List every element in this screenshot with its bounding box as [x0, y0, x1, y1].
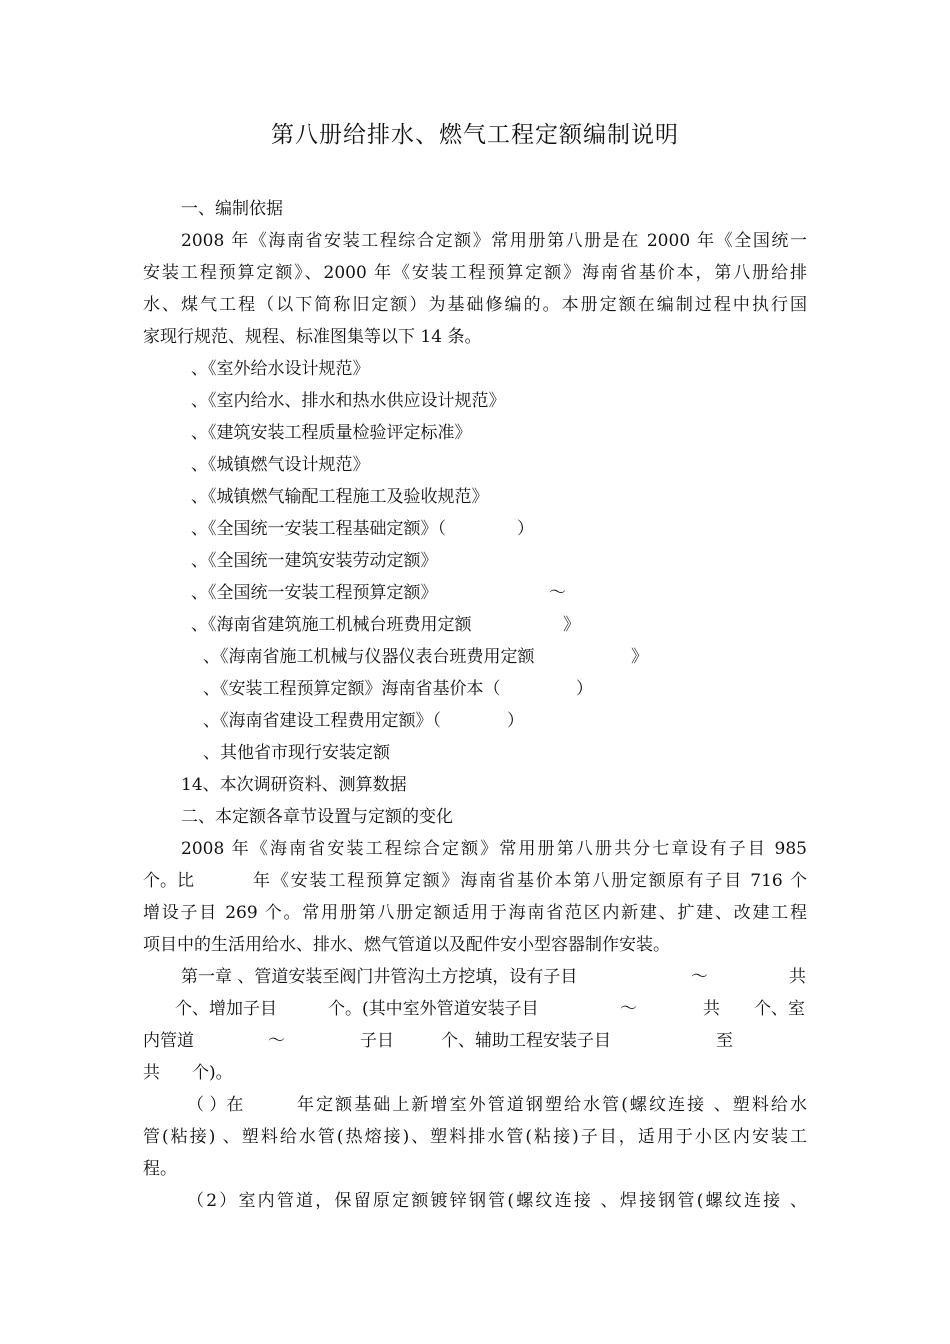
- section-heading-basis: 一、编制依据: [181, 199, 283, 219]
- reference-item: 、《安装工程预算定额》海南省基价本（: [203, 679, 501, 699]
- reference-item: 、《城镇燃气设计规范》: [191, 455, 370, 475]
- reference-item: 、《海南省建筑施工机械台班费用定额: [191, 615, 472, 635]
- reference-item: 、其他省市现行安装定额: [203, 743, 390, 763]
- reference-item-suffix: ）: [576, 679, 593, 699]
- reference-item: 、《全国统一安装工程基础定额》（: [191, 519, 446, 539]
- reference-item-suffix: ～: [549, 583, 566, 603]
- paragraph-line: 2008 年《海南省安装工程综合定额》常用册第八册是在 2000 年《全国统一: [181, 231, 807, 251]
- chapter-segment: 个、辅助工程安装子目: [441, 1031, 611, 1051]
- paragraph-line: 水、煤气工程（以下简称旧定额）为基础修编的。本册定额在编制过程中执行国: [143, 295, 807, 315]
- chapter-segment: 个、增加子目: [175, 999, 277, 1019]
- chapter-segment: 第一章 、管道安装至阀门井管沟土方挖填，设有子目: [181, 967, 578, 987]
- paragraph-line: 2008 年《海南省安装工程综合定额》常用册第八册共分七章设有子目 985: [181, 839, 807, 859]
- paragraph-line: 家现行规范、规程、标准图集等以下 14 条。: [143, 327, 482, 347]
- chapter-segment: 共: [703, 999, 720, 1019]
- reference-item: 、《室内给水、排水和热水供应设计规范》: [191, 391, 506, 411]
- chapter-segment: 子日: [360, 1031, 394, 1051]
- chapter-segment: 共: [789, 967, 806, 987]
- chapter-segment: 个、室: [754, 999, 805, 1019]
- chapter-segment: 内管道: [143, 1031, 194, 1051]
- paragraph-segment: 年《安装工程预算定额》海南省基价本第八册定额原有子目 716 个: [253, 871, 807, 891]
- reference-item: 、《城镇燃气输配工程施工及验收规范》: [191, 487, 489, 507]
- chapter-segment: 至: [716, 1031, 733, 1051]
- chapter-segment: ～: [620, 999, 637, 1019]
- paragraph-line: 增设子目 269 个。常用册第八册定额适用于海南省范区内新建、扩建、改建工程: [143, 903, 807, 923]
- reference-item: 、《海南省建设工程费用定额》（: [203, 711, 441, 731]
- paragraph-segment: 个。比: [143, 871, 194, 891]
- paragraph-line: 安装工程预算定额》、2000 年《安装工程预算定额》海南省基价本，第八册给排: [143, 263, 807, 283]
- chapter-segment: 个。(其中室外管道安装子目: [328, 999, 539, 1019]
- reference-item: 、《建筑安装工程质量检验评定标准》: [191, 423, 472, 443]
- reference-item: 、《全国统一建筑安装劳动定额》: [191, 551, 438, 571]
- chapter-segment: ～: [691, 967, 708, 987]
- item-line: （2）室内管道，保留原定额镀锌钢管(螺纹连接 、焊接钢管(螺纹连接 、: [187, 1191, 807, 1211]
- item-segment: （ ）在: [187, 1095, 244, 1115]
- section-heading-chapters: 二、本定额各章节设置与定额的变化: [181, 807, 453, 827]
- reference-item: 、《全国统一安装工程预算定额》: [191, 583, 438, 603]
- paragraph-line: 项目中的生活用给水、排水、燃气管道以及配件安小型容器制作安装。: [143, 935, 670, 955]
- reference-item-suffix: 》: [563, 615, 580, 635]
- item-segment: 年定额基础上新增室外管道钢塑给水管(螺纹连接 、塑料给水: [297, 1095, 807, 1115]
- chapter-segment: 共: [143, 1063, 160, 1083]
- reference-item-suffix: 》: [631, 647, 648, 667]
- chapter-segment: ～: [268, 1031, 285, 1051]
- reference-item: 14、本次调研资料、测算数据: [181, 775, 407, 795]
- reference-item-suffix: ）: [517, 519, 534, 539]
- reference-item-suffix: ）: [507, 711, 524, 731]
- item-line: 管(粘接) 、塑料给水管(热熔接)、塑料排水管(粘接)子目，适用于小区内安装工: [143, 1127, 807, 1147]
- chapter-segment: 个)。: [192, 1063, 233, 1083]
- reference-item: 、《海南省施工机械与仪器仪表台班费用定额: [203, 647, 535, 667]
- document-title: 第八册给排水、燃气工程定额编制说明: [271, 122, 679, 148]
- item-line: 程。: [143, 1159, 177, 1179]
- reference-item: 、《室外给水设计规范》: [191, 359, 370, 379]
